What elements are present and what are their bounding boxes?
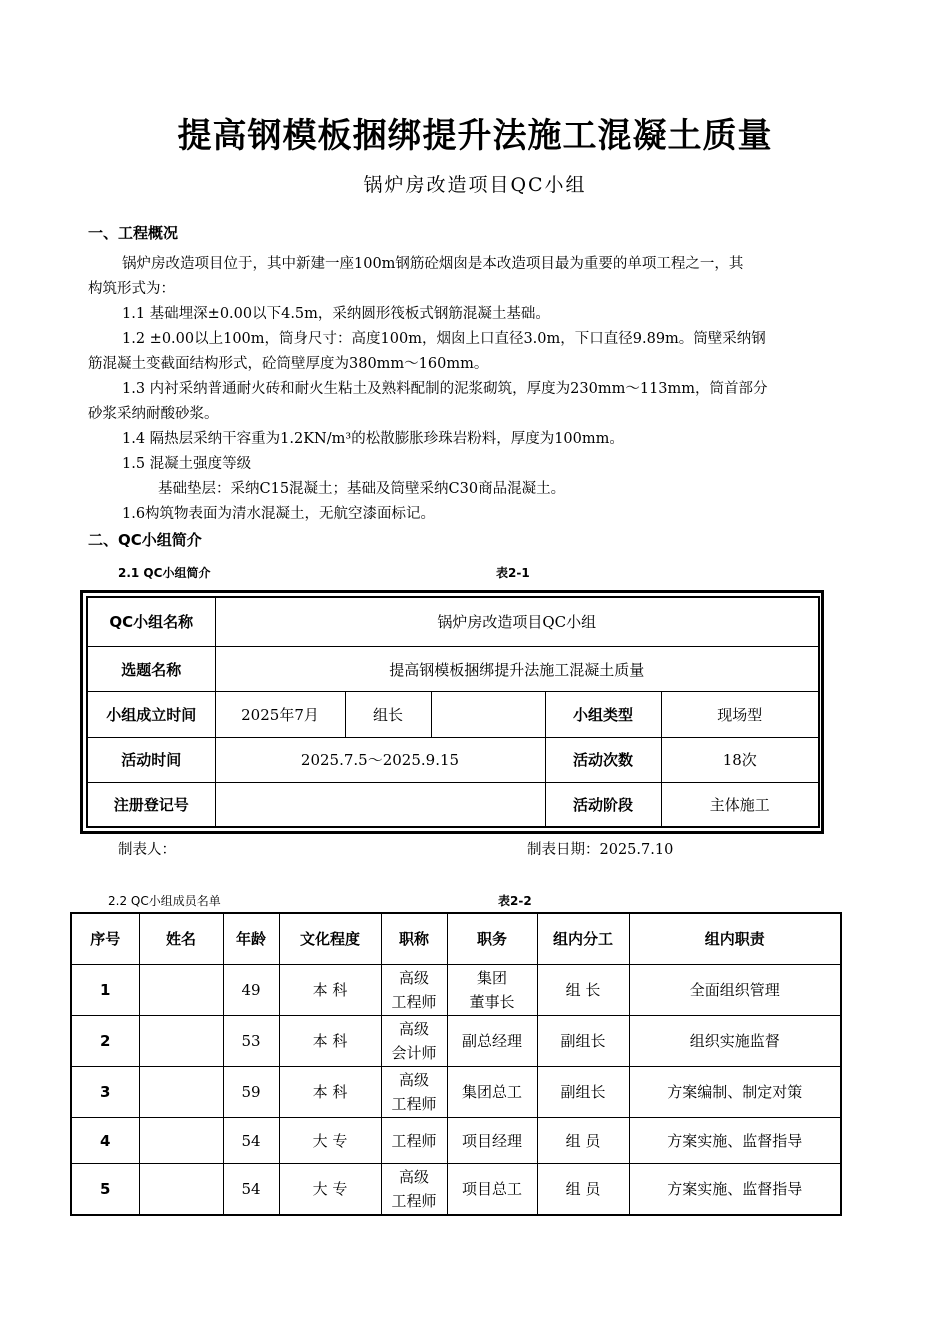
- row-name: [139, 1016, 223, 1067]
- intro-line1: 锅炉房改造项目位于，其中新建一座100m钢筋砼烟囱是本改造项目最为重要的单项工程之一，其: [122, 256, 744, 272]
- row-name: [139, 1164, 223, 1215]
- row-education: 大 专: [279, 1118, 381, 1164]
- qc-members-table: [70, 912, 842, 1216]
- header-title: 职称: [381, 913, 447, 965]
- item-1-6: 1.6构筑物表面为清水混凝土，无航空漆面标记。: [122, 506, 436, 522]
- item-1-3-line1: 1.3 内衬采纳普通耐火砖和耐火生粘土及熟料配制的泥浆砌筑，厚度为230mm～113mm，筒首部分: [122, 381, 768, 397]
- header-post: 职务: [447, 913, 537, 965]
- row-name: [139, 965, 223, 1016]
- row-seq: 4: [71, 1118, 139, 1164]
- row-role: 组 员: [537, 1164, 629, 1215]
- row-education: 本 科: [279, 1067, 381, 1118]
- row-education: 本 科: [279, 965, 381, 1016]
- row-seq: 5: [71, 1164, 139, 1215]
- row-duty: 方案实施、监督指导: [629, 1118, 841, 1164]
- activity-stage-value: 主体施工: [661, 783, 819, 827]
- row-age: 49: [223, 965, 279, 1016]
- table-row: [71, 1164, 841, 1215]
- row-title: [381, 965, 447, 1016]
- registration-label: 注册登记号: [87, 783, 215, 827]
- item-1-1: 1.1 基础埋深±0.00以下4.5m，采纳圆形筏板式钢筋混凝土基础。: [122, 306, 550, 322]
- row-post: 项目总工: [447, 1164, 537, 1215]
- table-row: [71, 1067, 841, 1118]
- row-duty: 方案实施、监督指导: [629, 1164, 841, 1215]
- founded-value: 2025年7月: [215, 692, 345, 737]
- row-duty: 组织实施监督: [629, 1016, 841, 1067]
- item-1-2-line1: 1.2 ±0.00以上100m，筒身尺寸：高度100m，烟囱上口直径3.0m，下口直径9.89m。筒壁采纳钢: [122, 331, 766, 347]
- row-post-line2: 董事长: [469, 993, 515, 1011]
- row-title: [381, 1067, 447, 1118]
- item-1-5-detail: 基础垫层：采纳C15混凝土；基础及筒壁采纳C30商品混凝土。: [158, 481, 566, 497]
- document-title: 提高钢模板捆绑提升法施工混凝土质量: [177, 116, 773, 156]
- row-post: 项目经理: [447, 1118, 537, 1164]
- table-row: [71, 1118, 841, 1164]
- row-duty: 方案编制、制定对策: [629, 1067, 841, 1118]
- row-age: 54: [223, 1164, 279, 1215]
- row-role: 副组长: [537, 1016, 629, 1067]
- row-title: 工程师: [381, 1118, 447, 1164]
- header-role: 组内分工: [537, 913, 629, 965]
- table1-number: 表2-1: [496, 566, 530, 580]
- row-education: 大 专: [279, 1164, 381, 1215]
- table2-number: 表2-2: [498, 894, 532, 908]
- group-type-label: 小组类型: [545, 692, 661, 737]
- section1-heading: 一、工程概况: [88, 224, 179, 242]
- row-duty: 全面组织管理: [629, 965, 841, 1016]
- row-seq: 3: [71, 1067, 139, 1118]
- group-name-label: QC小组名称: [87, 597, 215, 646]
- section2-heading: 二、QC小组简介: [88, 531, 202, 549]
- row-title-line2: 工程师: [391, 1191, 437, 1210]
- topic-label: 选题名称: [87, 646, 215, 691]
- row-title-line1: 高级: [398, 969, 429, 987]
- founded-label: 小组成立时间: [87, 692, 215, 737]
- qc-group-info-table-frame: [80, 590, 824, 834]
- leader-value: [431, 692, 545, 737]
- activity-period-label: 活动时间: [87, 737, 215, 782]
- header-education: 文化程度: [279, 913, 381, 965]
- row-role: 组 员: [537, 1118, 629, 1164]
- row-title-line2: 工程师: [391, 993, 437, 1011]
- row-post-line1: 集团: [476, 969, 507, 987]
- item-1-2-line2: 筋混凝土变截面结构形式，砼筒壁厚度为380mm～160mm。: [88, 356, 489, 372]
- registration-value: [215, 783, 545, 827]
- row-age: 53: [223, 1016, 279, 1067]
- row-title-line1: 高级: [398, 1071, 429, 1089]
- header-seq: 序号: [71, 913, 139, 965]
- document-subtitle: 锅炉房改造项目QC小组: [363, 174, 587, 196]
- group-name-value: 锅炉房改造项目QC小组: [215, 597, 819, 646]
- item-1-3-line2: 砂浆采纳耐酸砂浆。: [88, 406, 219, 422]
- table-row: [71, 1016, 841, 1067]
- row-post: 副总经理: [447, 1016, 537, 1067]
- activity-stage-label: 活动阶段: [545, 783, 661, 827]
- header-duty: 组内职责: [629, 913, 841, 965]
- row-name: [139, 1067, 223, 1118]
- row-role: 副组长: [537, 1067, 629, 1118]
- table1-caption: 2.1 QC小组简介: [118, 566, 211, 580]
- activity-count-label: 活动次数: [545, 737, 661, 782]
- group-type-value: 现场型: [661, 692, 819, 737]
- row-title-line2: 工程师: [391, 1095, 437, 1113]
- header-name: 姓名: [139, 913, 223, 965]
- section1-body: [88, 252, 858, 527]
- row-age: 54: [223, 1118, 279, 1164]
- header-age: 年龄: [223, 913, 279, 965]
- row-title-line1: 高级: [398, 1167, 429, 1186]
- row-role: 组 长: [537, 965, 629, 1016]
- table-row: [71, 965, 841, 1016]
- item-1-5: 1.5 混凝土强度等级: [122, 456, 252, 472]
- row-title-line2: 会计师: [391, 1044, 437, 1062]
- activity-count-value: 18次: [661, 737, 819, 782]
- row-title-line1: 高级: [398, 1020, 429, 1038]
- row-age: 59: [223, 1067, 279, 1118]
- row-post: 集团总工: [447, 1067, 537, 1118]
- table-header-row: [71, 913, 841, 965]
- row-seq: 1: [71, 965, 139, 1016]
- topic-value: 提高钢模板捆绑提升法施工混凝土质量: [215, 646, 819, 691]
- table-maker-label: 制表人：: [118, 842, 176, 858]
- activity-period-value: 2025.7.5～2025.9.15: [215, 737, 545, 782]
- leader-label: 组长: [345, 692, 431, 737]
- intro-line2: 构筑形式为：: [88, 281, 175, 297]
- table2-caption: 2.2 QC小组成员名单: [108, 894, 221, 908]
- row-education: 本 科: [279, 1016, 381, 1067]
- table-date-label: 制表日期：2025.7.10: [527, 842, 674, 858]
- row-title: [381, 1016, 447, 1067]
- row-title: [381, 1164, 447, 1215]
- row-post: [447, 965, 537, 1016]
- row-seq: 2: [71, 1016, 139, 1067]
- item-1-4: 1.4 隔热层采纳干容重为1.2KN/m³的松散膨胀珍珠岩粉料，厚度为100mm。: [122, 431, 624, 447]
- qc-group-info-table: [86, 596, 820, 828]
- row-name: [139, 1118, 223, 1164]
